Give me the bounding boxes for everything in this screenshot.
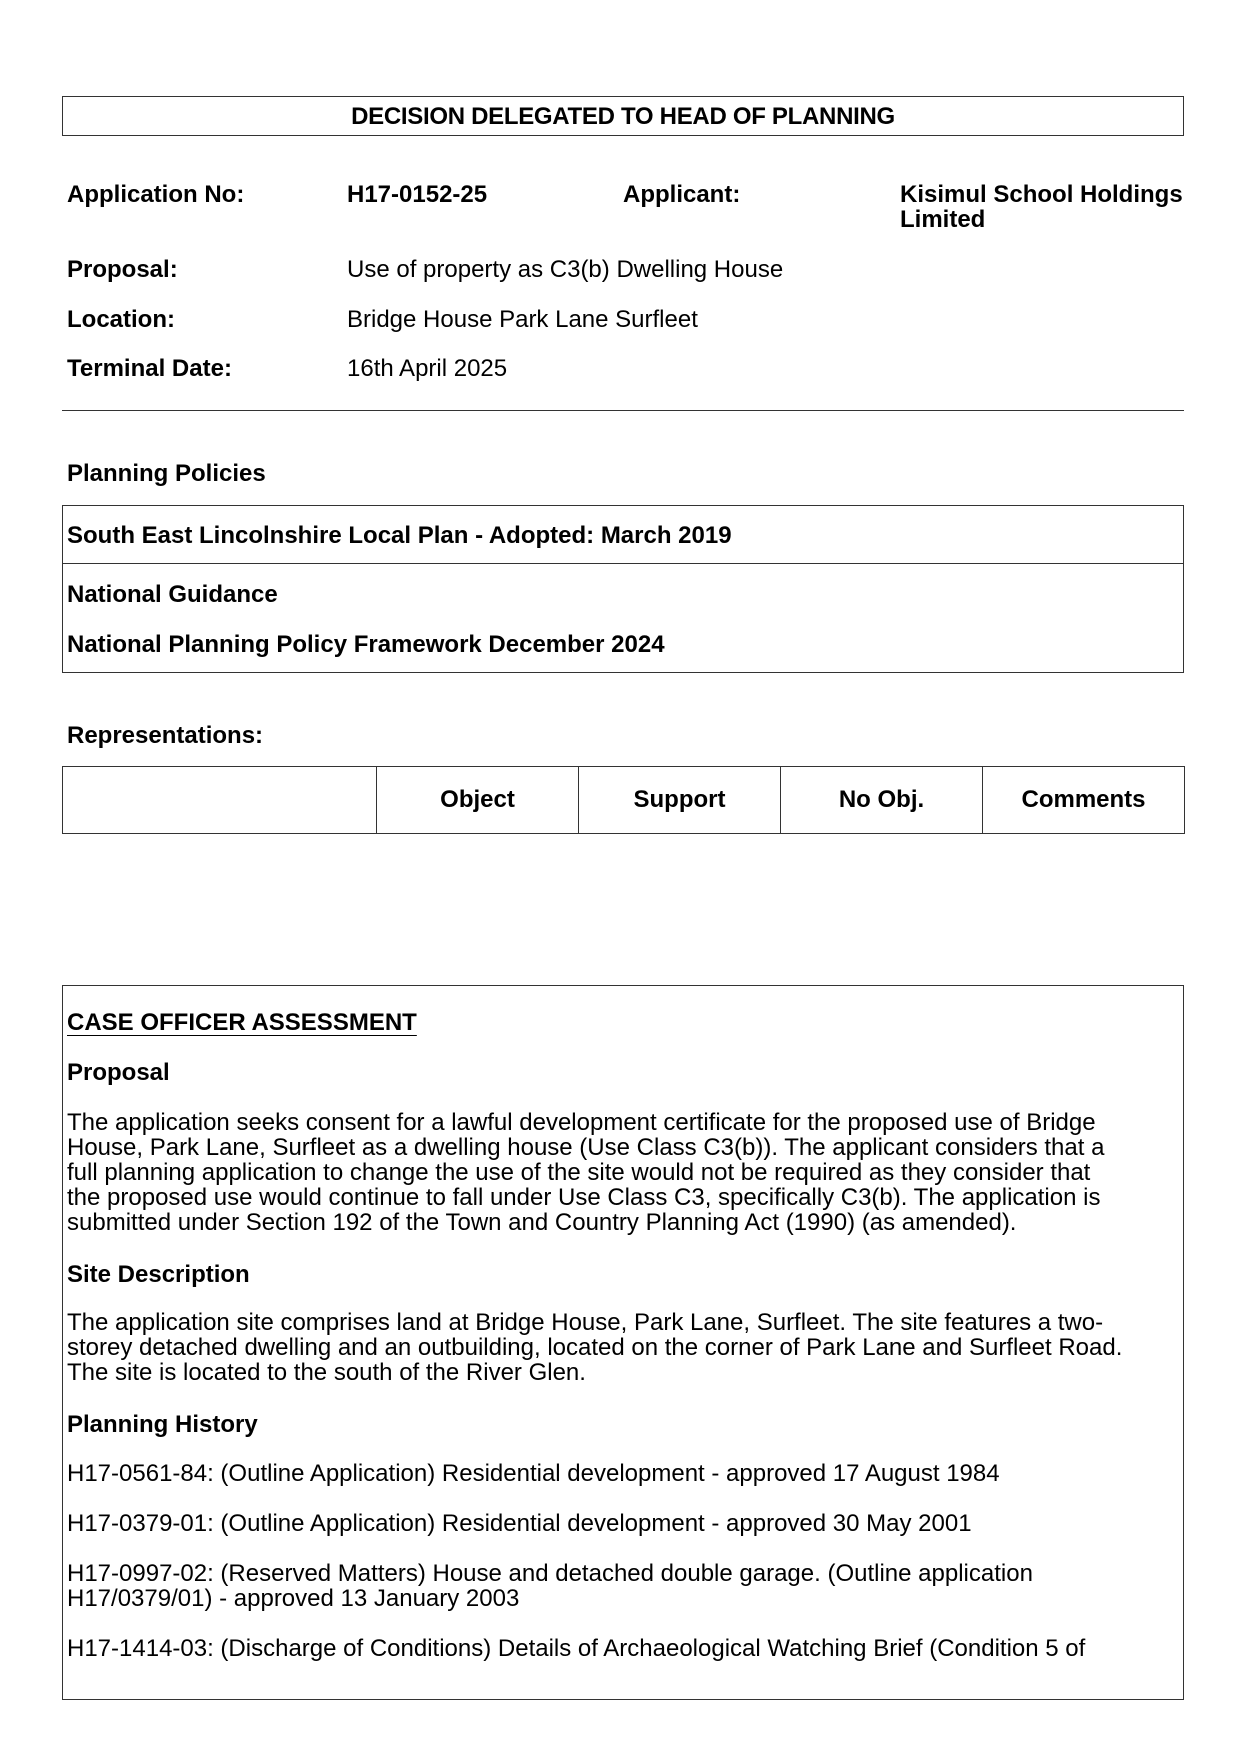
application-number-label: Application No:: [67, 181, 245, 208]
section-divider: [62, 410, 1184, 411]
site-description-paragraph: [67, 1310, 1179, 1385]
history-item: [67, 1461, 1179, 1486]
applicant-label: Applicant:: [623, 181, 741, 208]
page-title: DECISION DELEGATED TO HEAD OF PLANNING: [351, 103, 895, 130]
representations-blank-cell: [63, 767, 377, 834]
column-object: Object: [377, 767, 579, 834]
site-description-heading: Site Description: [67, 1261, 250, 1288]
paragraph-line: the proposed use would continue to fall under Use Class C3, specifically C3(b). The application is: [67, 1184, 1101, 1211]
applicant-name-line2: Limited: [900, 206, 986, 233]
location-value: Bridge House Park Lane Surfleet: [347, 306, 698, 333]
history-line: H17-0379-01: (Outline Application) Residential development - approved 30 May 2001: [67, 1510, 972, 1537]
assessment-title: CASE OFFICER ASSESSMENT: [67, 1009, 417, 1036]
proposal-value: Use of property as C3(b) Dwelling House: [347, 256, 784, 283]
history-item: [67, 1511, 1179, 1536]
history-item: [67, 1561, 1179, 1611]
planning-history-heading: Planning History: [67, 1411, 258, 1438]
table-row: [63, 767, 1185, 834]
history-line: H17-0561-84: (Outline Application) Residential development - approved 17 August 1984: [67, 1460, 1000, 1487]
paragraph-line: The site is located to the south of the River Glen.: [67, 1359, 586, 1386]
assessment-proposal-paragraph: [67, 1110, 1179, 1235]
representations-table: [62, 766, 1185, 834]
proposal-label: Proposal:: [67, 256, 178, 283]
paragraph-line: The application seeks consent for a lawful development certificate for the proposed use of Bridge: [67, 1109, 1096, 1136]
policies-divider: [62, 563, 1184, 564]
local-plan-policy: South East Lincolnshire Local Plan - Adopted: March 2019: [67, 522, 732, 549]
history-line: H17/0379/01) - approved 13 January 2003: [67, 1585, 520, 1612]
terminal-date-value: 16th April 2025: [347, 355, 508, 382]
paragraph-line: The application site comprises land at Bridge House, Park Lane, Surfleet. The site features a two-: [67, 1309, 1104, 1336]
representations-heading: Representations:: [67, 722, 264, 749]
column-no-obj: No Obj.: [781, 767, 983, 834]
applicant-name-line1: Kisimul School Holdings: [900, 181, 1183, 208]
column-comments: Comments: [983, 767, 1185, 834]
paragraph-line: submitted under Section 192 of the Town and Country Planning Act (1990) (as amended).: [67, 1209, 1017, 1236]
history-line: H17-1414-03: (Discharge of Conditions) Details of Archaeological Watching Brief (Condition 5 of: [67, 1635, 1086, 1662]
planning-policies-heading: Planning Policies: [67, 460, 266, 487]
assessment-proposal-heading: Proposal: [67, 1059, 170, 1086]
paragraph-line: storey detached dwelling and an outbuilding, located on the corner of Park Lane and Surfleet Road.: [67, 1334, 1123, 1361]
nppf-policy: National Planning Policy Framework December 2024: [67, 631, 665, 658]
application-number: H17-0152-25: [347, 181, 488, 208]
location-label: Location:: [67, 306, 175, 333]
terminal-date-label: Terminal Date:: [67, 355, 232, 382]
paragraph-line: House, Park Lane, Surfleet as a dwelling house (Use Class C3(b)). The applicant considers that a: [67, 1134, 1105, 1161]
history-line: H17-0997-02: (Reserved Matters) House and detached double garage. (Outline application: [67, 1560, 1033, 1587]
history-item: [67, 1636, 1179, 1661]
column-support: Support: [579, 767, 781, 834]
national-guidance-heading: National Guidance: [67, 581, 278, 608]
paragraph-line: full planning application to change the use of the site would not be required as they consider that: [67, 1159, 1091, 1186]
